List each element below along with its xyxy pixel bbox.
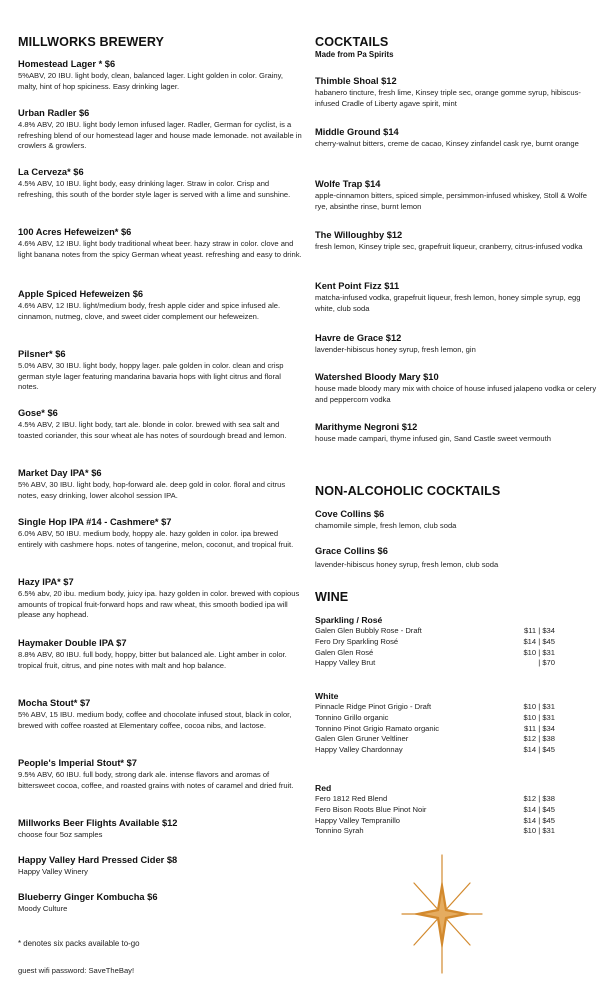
wine-name: Pinnacle Ridge Pinot Grigio - Draft (315, 702, 432, 711)
item-description: 5% ABV, 30 IBU. light body, hop-forward ale. deep gold in color. floral and citrus notes, easy drinking, lower alcohol session IPA. (18, 480, 286, 500)
item-description: house made bloody mary mix with choice of house infused jalapeno vodka or celery and peppercorn vodka (315, 384, 597, 404)
wine-section-label: Red (315, 783, 332, 793)
item-name: Happy Valley Hard Pressed Cider $8 (18, 855, 178, 865)
item-description: 8.8% ABV, 80 IBU. full body, hoppy, bitter but balanced ale. Light amber in color. tropical fruit, citrus, and pine notes with malt and hop balance. (18, 650, 287, 670)
item-name: Cove Collins $6 (315, 509, 385, 519)
wine-row (315, 658, 555, 669)
item-description: 4.5% ABV, 10 IBU. light body, easy drinking lager. Straw in color. Crisp and refreshing, this south of the border style lager is served with a lime and sunshine. (18, 179, 291, 199)
cocktail-item (315, 178, 600, 212)
mocktail-item (315, 545, 600, 571)
cocktails-subtitle: Made from Pa Spirits (315, 50, 394, 59)
wine-price: $14 | $45 (523, 745, 555, 755)
wine-section-label: White (315, 691, 339, 701)
item-name: Marithyme Negroni $12 (315, 422, 418, 432)
wine-name: Tonnino Grillo organic (315, 712, 389, 722)
wine-row (315, 702, 555, 713)
wine-section-white (315, 691, 555, 756)
item-name: Watershed Bloody Mary $10 (315, 372, 439, 382)
cocktails-header (315, 35, 394, 59)
wine-price: $10 | $31 (523, 712, 555, 722)
brewery-column (18, 0, 302, 1008)
item-name: Urban Radler $6 (18, 108, 90, 118)
wine-name: Happy Valley Brut (315, 658, 376, 668)
menu-item (18, 637, 302, 671)
item-description: Happy Valley Winery (18, 867, 88, 876)
item-description: lavender-hibiscus honey syrup, fresh lemon, gin (315, 345, 476, 354)
nonalcoholic-title: NON-ALCOHOLIC COCKTAILS (315, 484, 501, 498)
menu-item (18, 226, 302, 260)
wine-price: $10 | $31 (523, 826, 555, 836)
item-description: choose four 5oz samples (18, 830, 103, 839)
item-name: Pilsner* $6 (18, 349, 66, 359)
item-name: Haymaker Double IPA $7 (18, 638, 127, 648)
item-description: 4.6% ABV, 12 IBU. light body traditional wheat beer. hazy straw in color. clove and light banana notes from the spicy German wheat yeast. refreshing and easy to drink. (18, 239, 302, 259)
item-name: Kent Point Fizz $11 (315, 281, 400, 291)
item-name: Grace Collins $6 (315, 546, 388, 556)
item-description: 4.8% ABV, 20 IBU. light body lemon infused lager. Radler, German for cyclist, is a refreshing blend of our homestead lager and house made lemonade. not available in crowlers & growlers. (18, 120, 302, 151)
wine-section-red (315, 783, 555, 837)
wifi-password: guest wifi password: SaveTheBay! (18, 966, 135, 975)
wine-row (315, 724, 555, 735)
wine-price: | $70 (538, 658, 555, 668)
wine-name: Fero Dry Sparkling Rosé (315, 636, 399, 646)
item-description: 5% ABV, 15 IBU. medium body, coffee and chocolate infused stout, black in color, brewed with coffee roasted at Elementary coffee, cocoa nibs, and lactose. (18, 710, 292, 730)
cocktail-item (315, 421, 600, 445)
menu-item (18, 757, 302, 791)
mocktail-item (315, 508, 600, 532)
cocktail-item (315, 371, 600, 405)
item-name: Wolfe Trap $14 (315, 179, 381, 189)
wine-name: Fero Bison Roots Blue Pinot Noir (315, 804, 427, 814)
menu-item (18, 348, 302, 393)
item-name: Apple Spiced Hefeweizen $6 (18, 289, 144, 299)
cocktail-item (315, 229, 600, 253)
item-name: Middle Ground $14 (315, 127, 399, 137)
item-name: Hazy IPA* $7 (18, 577, 74, 587)
wine-name: Galen Glen Gruner Veltliner (315, 734, 409, 744)
menu-item (18, 697, 302, 731)
wine-row (315, 805, 555, 816)
wine-row (315, 713, 555, 724)
wine-row (315, 626, 555, 637)
menu-item (18, 516, 302, 550)
cocktail-item (315, 126, 600, 150)
cocktail-item (315, 75, 600, 109)
wine-name: Tonnino Pinot Grigio Ramato organic (315, 723, 440, 733)
item-name: Mocha Stout* $7 (18, 698, 91, 708)
wine-price: $10 | $31 (523, 647, 555, 657)
wine-row (315, 637, 555, 648)
menu-item (18, 58, 302, 92)
item-name: People's Imperial Stout* $7 (18, 758, 137, 768)
wine-price: $12 | $38 (523, 794, 555, 803)
item-description: 4.5% ABV, 2 IBU. light body, tart ale. blonde in color. brewed with sea salt and toasted coriander, this sour wheat ale has notes of sourdough bread and lemon. (18, 420, 287, 440)
item-description: 9.5% ABV, 60 IBU. full body, strong dark ale. intense flavors and aromas of bittersweet cocoa, coffee, and roasted grains with notes of caramel and dried fruit. (18, 770, 294, 790)
item-description: 6.0% ABV, 50 IBU. medium body, hoppy ale. hazy golden in color. ipa brewed entirely with cashmere hops. notes of tangerine, melon, coconut, and tropical fruit. (18, 529, 294, 549)
item-name: Havre de Grace $12 (315, 333, 402, 343)
wine-row (315, 734, 555, 745)
item-description: 5%ABV, 20 IBU. light body, clean, balanced lager. Light golden in color. Grainy, malty, hint of hop spiciness. Easy drinking lager. (18, 71, 283, 91)
menu-item (18, 576, 302, 621)
item-name: Market Day IPA* $6 (18, 468, 102, 478)
menu-item (18, 407, 302, 441)
wine-row (315, 745, 555, 756)
wine-price: $14 | $45 (523, 815, 555, 825)
wine-price: $12 | $38 (523, 734, 555, 744)
wine-title: WINE (315, 590, 349, 604)
item-description: cherry-walnut bitters, creme de cacao, Kinsey zinfandel cask rye, burnt orange (315, 139, 579, 148)
wine-row (315, 816, 555, 827)
cocktails-title: COCKTAILS (315, 35, 389, 49)
brewery-title: MILLWORKS BREWERY (18, 35, 165, 49)
wine-name: Happy Valley Chardonnay (315, 745, 403, 755)
wine-name: Tonnino Syrah (315, 826, 364, 836)
wine-name: Fero 1812 Red Blend (315, 794, 388, 803)
item-description: apple-cinnamon bitters, spiced simple, persimmon-infused whiskey, Stoll & Wolfe rye, absinthe rinse, burnt lemon (315, 191, 587, 211)
item-name: Millworks Beer Flights Available $12 (18, 818, 178, 828)
cocktail-item (315, 280, 600, 314)
wine-row (315, 794, 555, 805)
item-description: 4.6% ABV, 12 IBU. light/medium body, fresh apple cider and spice infused ale. cinnamon, nutmeg, clove, and sweet cider complement our hefeweizen. (18, 301, 281, 321)
wine-row (315, 648, 555, 659)
wine-section-label: Sparkling / Rosé (315, 615, 383, 625)
wine-price: $10 | $31 (523, 702, 555, 711)
item-name: Thimble Shoal $12 (315, 76, 397, 86)
item-name: The Willoughby $12 (315, 230, 403, 240)
item-description: matcha-infused vodka, grapefruit liqueur, fresh lemon, honey simple syrup, egg white, club soda (315, 293, 581, 313)
wine-price: $14 | $45 (523, 804, 555, 814)
item-name: Gose* $6 (18, 408, 58, 418)
menu-item (18, 166, 302, 200)
wine-section-sparkling (315, 615, 555, 669)
wine-name: Happy Valley Tempranillo (315, 815, 400, 825)
wine-price: $11 | $34 (524, 723, 555, 733)
six-pack-note: * denotes six packs available to-go (18, 939, 140, 948)
item-name: Homestead Lager * $6 (18, 59, 116, 69)
item-name: La Cerveza* $6 (18, 167, 84, 177)
compass-star-icon (400, 853, 484, 975)
menu-item (18, 891, 302, 915)
item-description: chamomile simple, fresh lemon, club soda (315, 521, 457, 530)
item-name: 100 Acres Hefeweizen* $6 (18, 227, 132, 237)
item-description: Moody Culture (18, 904, 68, 913)
item-description: fresh lemon, Kinsey triple sec, grapefruit liqueur, cranberry, citrus-infused vodka (315, 242, 583, 251)
menu-item (18, 854, 302, 878)
item-name: Single Hop IPA #14 - Cashmere* $7 (18, 517, 172, 527)
wine-price: $11 | $34 (524, 626, 555, 635)
menu-item (18, 817, 302, 841)
menu-item (18, 467, 302, 501)
item-description: 5.0% ABV, 30 IBU. light body, hoppy lager. pale golden in color. clean and crisp german style lager featuring mandarina bavaria hops with light citrus and floral notes. (18, 361, 284, 392)
item-description: house made campari, thyme infused gin, Sand Castle sweet vermouth (315, 434, 551, 443)
wine-price: $14 | $45 (523, 636, 555, 646)
item-name: Blueberry Ginger Kombucha $6 (18, 892, 158, 902)
menu-item (18, 288, 302, 322)
menu-item (18, 107, 302, 152)
item-description: lavender-hibiscus honey syrup, fresh lemon, club soda (315, 560, 499, 569)
cocktail-item (315, 332, 600, 356)
item-description: 6.5% abv, 20 ibu. medium body, juicy ipa. hazy golden in color. brewed with copious amounts of tropical fruit-forward hops and raw wheat, this smooth bodied ipa will please any hophead. (18, 589, 300, 620)
item-description: habanero tincture, fresh lime, Kinsey triple sec, orange gomme syrup, hibiscus-infused Cradle of Liberty agave spirit, mint (315, 88, 581, 108)
wine-row (315, 826, 555, 837)
wine-name: Galen Glen Rosé (315, 647, 374, 657)
wine-name: Galen Glen Bubbly Rose - Draft (315, 626, 422, 635)
